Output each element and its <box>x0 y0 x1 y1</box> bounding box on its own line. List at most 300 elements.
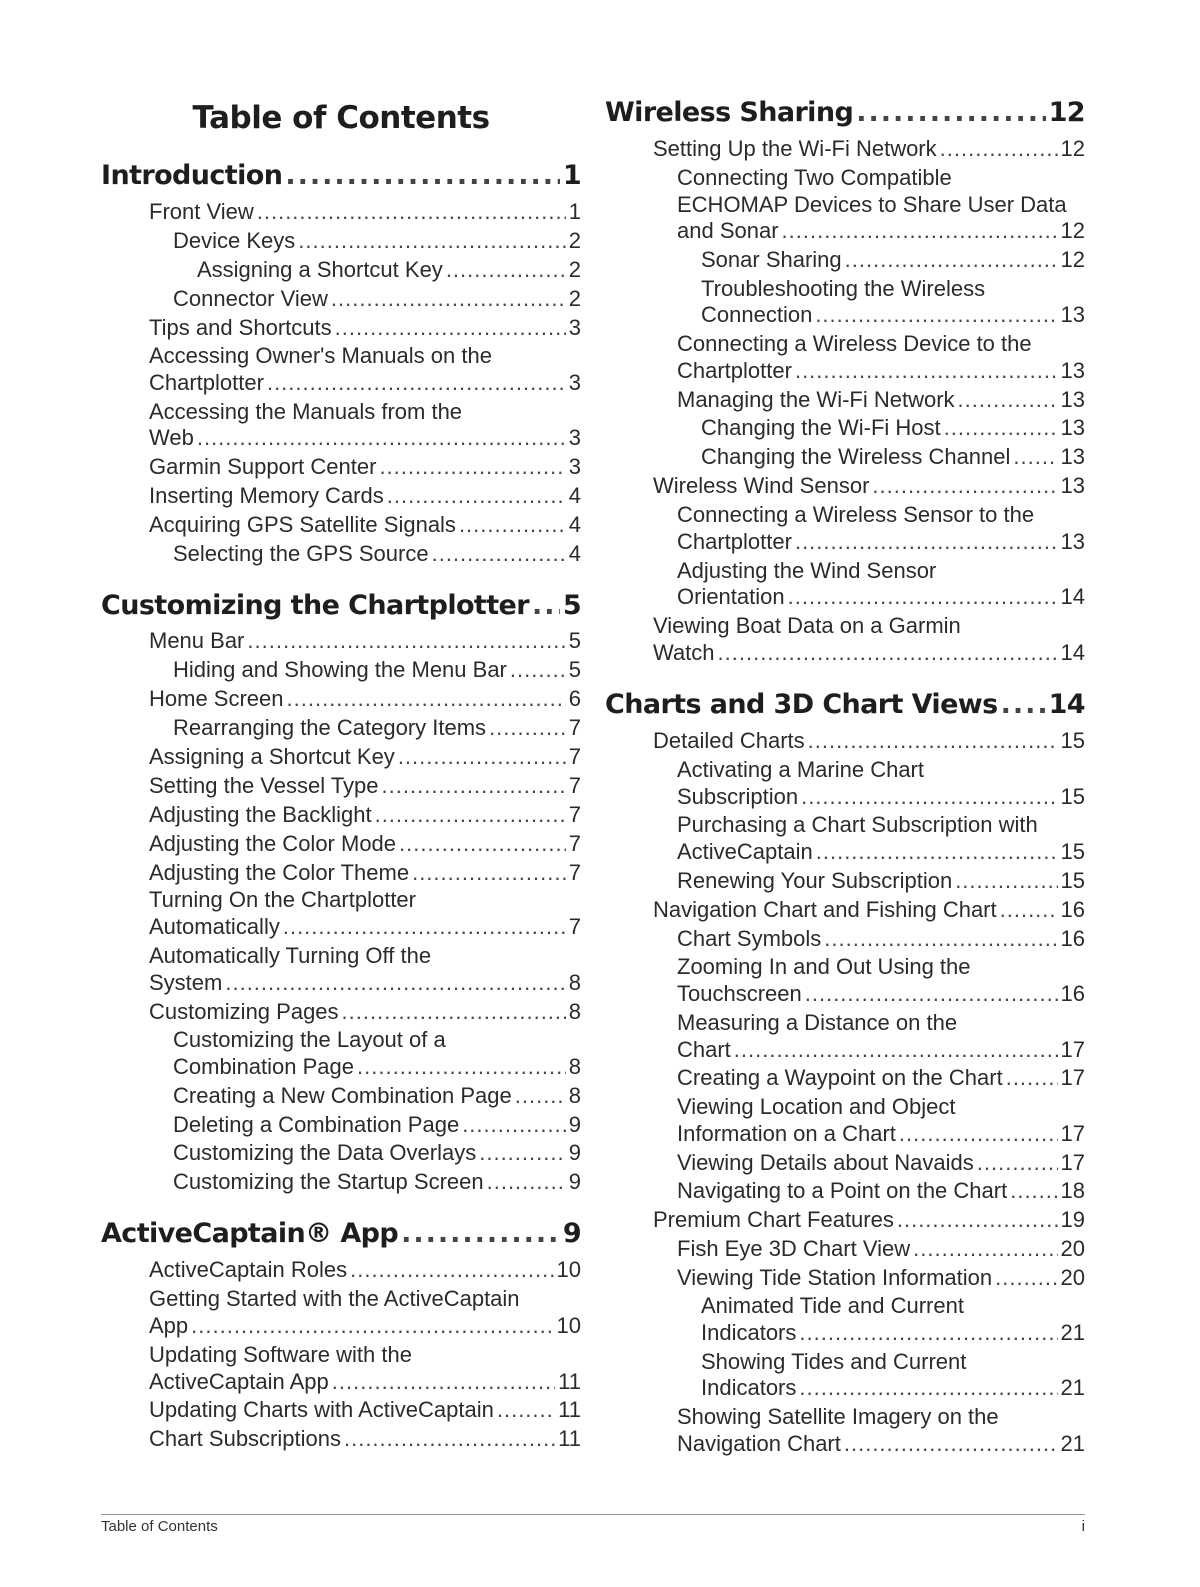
toc-page-number: 7 <box>568 802 581 827</box>
dot-leader <box>977 1150 1058 1176</box>
dot-leader <box>285 160 559 191</box>
toc-entry-information-on-a-chart[interactable] <box>677 1121 1085 1147</box>
dot-leader <box>332 1369 555 1395</box>
toc-entry-indicators[interactable] <box>701 1320 1085 1346</box>
toc-page-number: 3 <box>568 370 581 395</box>
toc-page-number: 14 <box>1060 584 1085 609</box>
dot-leader <box>995 1265 1057 1291</box>
toc-entry-showing-satellite-imagery-on-the[interactable] <box>677 1404 999 1430</box>
dot-leader <box>401 1218 560 1249</box>
toc-entry-watch[interactable] <box>653 640 1085 666</box>
toc-entry-premium-chart-features[interactable] <box>653 1207 1085 1233</box>
toc-entry-label: Chart <box>677 1037 731 1062</box>
dot-leader <box>487 1169 566 1195</box>
toc-page-number: 7 <box>568 914 581 939</box>
toc-entry-fish-eye-3d-chart-view[interactable] <box>677 1236 1085 1262</box>
toc-entry-label: Connection <box>701 302 813 327</box>
toc-entry-zooming-in-and-out-using-the[interactable] <box>677 954 971 980</box>
toc-page-number: 11 <box>558 1369 581 1394</box>
toc-page-number: 7 <box>568 744 581 769</box>
toc-entry-adjusting-the-backlight[interactable] <box>149 802 581 828</box>
toc-entry-label: Fish Eye 3D Chart View <box>677 1236 911 1261</box>
toc-entry-label: Menu Bar <box>149 628 245 653</box>
toc-entry-label: Viewing Location and Object <box>677 1094 956 1119</box>
toc-page-number: 3 <box>568 425 581 450</box>
toc-entry-customizing-the-startup-screen[interactable] <box>173 1169 581 1195</box>
toc-entry-label: Viewing Details about Navaids <box>677 1150 974 1175</box>
dot-leader <box>1000 897 1058 923</box>
dot-leader <box>489 715 566 741</box>
toc-entry-label: Sonar Sharing <box>701 247 842 272</box>
toc-entry-troubleshooting-the-wireless[interactable] <box>701 276 985 302</box>
toc-entry-label: Indicators <box>701 1375 797 1400</box>
toc-page-number: 9 <box>568 1169 581 1194</box>
dot-leader <box>459 512 566 538</box>
toc-entry-setting-up-the-wi-fi-network[interactable] <box>653 136 1085 162</box>
toc-entry-label: Navigating to a Point on the Chart <box>677 1178 1008 1203</box>
toc-entry-label: Information on a Chart <box>677 1121 896 1146</box>
dot-leader <box>350 1257 553 1283</box>
toc-entry-chartplotter[interactable] <box>677 358 1085 384</box>
toc-entry-indicators[interactable] <box>701 1375 1085 1401</box>
toc-entry-label: Updating Charts with ActiveCaptain <box>149 1397 494 1422</box>
toc-entry-label: Adjusting the Backlight <box>149 802 372 827</box>
toc-page-number: 15 <box>1060 868 1085 893</box>
toc-entry-animated-tide-and-current[interactable] <box>701 1293 964 1319</box>
toc-entry-label: Connecting a Wireless Device to the <box>677 331 1032 356</box>
toc-entry-orientation[interactable] <box>677 584 1085 610</box>
toc-entry-label: Accessing the Manuals from the <box>149 399 463 424</box>
toc-page-number: 5 <box>568 628 581 653</box>
toc-entry-label: Updating Software with the <box>149 1342 412 1367</box>
toc-page-number: 17 <box>1060 1065 1085 1090</box>
toc-entry-garmin-support-center[interactable] <box>149 454 581 480</box>
toc-entry-label: Hiding and Showing the Menu Bar <box>173 657 507 682</box>
dot-leader <box>382 773 566 799</box>
toc-page-number: 2 <box>568 228 581 253</box>
toc-page-number: 2 <box>568 257 581 282</box>
dot-leader <box>799 1375 1057 1401</box>
toc-page-number: 21 <box>1060 1375 1085 1400</box>
toc-entry-touchscreen[interactable] <box>677 981 1085 1007</box>
toc-page-number: 10 <box>556 1257 581 1282</box>
toc-entry-viewing-tide-station-information[interactable] <box>677 1265 1085 1291</box>
toc-entry-label: Front View <box>149 199 254 224</box>
toc-entry-accessing-the-manuals-from-the[interactable] <box>149 399 462 425</box>
toc-heading-introduction[interactable] <box>101 160 581 191</box>
dot-leader <box>899 1121 1058 1147</box>
toc-entry-selecting-the-gps-source[interactable] <box>173 541 581 567</box>
toc-entry-hiding-and-showing-the-menu-bar[interactable] <box>173 657 581 683</box>
toc-entry-label: Connecting a Wireless Sensor to the <box>677 502 1035 527</box>
toc-page-number: 18 <box>1060 1178 1085 1203</box>
toc-page-number: 15 <box>1060 728 1085 753</box>
toc-entry-and-sonar[interactable] <box>677 218 1085 244</box>
toc-entry-showing-tides-and-current[interactable] <box>701 1349 966 1375</box>
dot-leader <box>335 315 566 341</box>
dot-leader <box>944 415 1058 441</box>
toc-page-number: 8 <box>568 1083 581 1108</box>
toc-page-number: 17 <box>1060 1150 1085 1175</box>
toc-page-number: 7 <box>568 831 581 856</box>
toc-entry-wireless-wind-sensor[interactable] <box>653 473 1085 499</box>
toc-page-number: 7 <box>568 715 581 740</box>
dot-leader <box>532 590 560 621</box>
toc-entry-app[interactable] <box>149 1313 581 1339</box>
toc-entry-label: Subscription <box>677 784 799 809</box>
toc-entry-menu-bar[interactable] <box>149 628 581 654</box>
toc-entry-activecaptain[interactable] <box>677 839 1085 865</box>
dot-leader <box>805 981 1058 1007</box>
toc-entry-adjusting-the-color-theme[interactable] <box>149 860 581 886</box>
dot-leader <box>955 868 1057 894</box>
dot-leader <box>387 483 566 509</box>
toc-entry-viewing-boat-data-on-a-garmin[interactable] <box>653 613 961 639</box>
toc-heading-customizing-the-chartplotter[interactable] <box>101 590 581 621</box>
toc-entry-label: Troubleshooting the Wireless <box>701 276 986 301</box>
dot-leader <box>247 628 565 654</box>
toc-entry-label: Introduction <box>101 160 283 191</box>
toc-page-number: 8 <box>568 1054 581 1079</box>
toc-page-number: 7 <box>568 773 581 798</box>
dot-leader <box>940 136 1058 162</box>
toc-entry-changing-the-wi-fi-host[interactable] <box>701 415 1085 441</box>
toc-page-number: 12 <box>1060 136 1085 161</box>
toc-entry-label: Tips and Shortcuts <box>149 315 332 340</box>
footer-section-title: Table of Contents <box>101 1518 218 1535</box>
toc-entry-connecting-two-compatible[interactable] <box>677 165 952 191</box>
toc-page-number: 15 <box>1060 839 1085 864</box>
toc-entry-label: Watch <box>653 640 715 665</box>
dot-leader <box>788 584 1058 610</box>
dot-leader <box>197 425 566 451</box>
dot-leader <box>225 970 565 996</box>
toc-entry-viewing-location-and-object[interactable] <box>677 1094 955 1120</box>
toc-entry-chart[interactable] <box>677 1037 1085 1063</box>
toc-entry-label: Creating a New Combination Page <box>173 1083 512 1108</box>
toc-page-number: 3 <box>568 454 581 479</box>
toc-page-number: 16 <box>1060 926 1085 951</box>
toc-page-number: 4 <box>568 483 581 508</box>
toc-entry-combination-page[interactable] <box>173 1054 581 1080</box>
toc-entry-label: Navigation Chart <box>677 1431 841 1456</box>
dot-leader <box>399 831 566 857</box>
toc-entry-activecaptain-roles[interactable] <box>149 1257 581 1283</box>
toc-entry-echomap-devices-to-share-user-data[interactable] <box>677 192 1067 218</box>
toc-page-number: 17 <box>1060 1121 1085 1146</box>
dot-leader <box>795 529 1058 555</box>
toc-page-number: 1 <box>562 160 581 191</box>
toc-heading-activecaptain-app[interactable] <box>101 1218 581 1249</box>
dot-leader <box>799 1320 1057 1346</box>
toc-entry-label: Setting the Vessel Type <box>149 773 379 798</box>
toc-entry-updating-charts-with-activecaptain[interactable] <box>149 1397 581 1423</box>
toc-entry-label: ECHOMAP Devices to Share User Data <box>677 192 1067 217</box>
toc-entry-label: Activating a Marine Chart <box>677 757 924 782</box>
toc-entry-adjusting-the-color-mode[interactable] <box>149 831 581 857</box>
toc-entry-label: Assigning a Shortcut Key <box>149 744 395 769</box>
dot-leader <box>1010 1178 1057 1204</box>
toc-page-number: 4 <box>568 512 581 537</box>
toc-entry-front-view[interactable] <box>149 199 581 225</box>
dot-leader <box>734 1037 1058 1063</box>
toc-page-number: 11 <box>558 1426 581 1451</box>
toc-page-number: 13 <box>1060 444 1085 469</box>
dot-leader <box>897 1207 1058 1233</box>
dot-leader <box>267 370 566 396</box>
toc-entry-label: System <box>149 970 223 995</box>
toc-entry-customizing-the-data-overlays[interactable] <box>173 1140 581 1166</box>
toc-entry-label: Customizing the Layout of a <box>173 1027 446 1052</box>
dot-leader <box>257 199 566 225</box>
dot-leader <box>845 247 1058 273</box>
toc-entry-label: Setting Up the Wi-Fi Network <box>653 136 937 161</box>
dot-leader <box>432 541 566 567</box>
dot-leader <box>808 728 1058 754</box>
toc-page-number: 21 <box>1060 1320 1085 1345</box>
toc-entry-label: Automatically <box>149 914 280 939</box>
toc-entry-label: Inserting Memory Cards <box>149 483 384 508</box>
toc-page-number: 19 <box>1060 1207 1085 1232</box>
toc-entry-label: Animated Tide and Current <box>701 1293 964 1318</box>
dot-leader <box>795 358 1058 384</box>
toc-entry-label: Customizing the Startup Screen <box>173 1169 484 1194</box>
toc-page-number: 12 <box>1060 218 1085 243</box>
dot-leader <box>331 286 566 312</box>
toc-entry-device-keys[interactable] <box>173 228 581 254</box>
toc-entry-label: Detailed Charts <box>653 728 805 753</box>
toc-page-number: 12 <box>1060 247 1085 272</box>
toc-entry-activecaptain-app[interactable] <box>149 1369 581 1395</box>
toc-entry-label: Getting Started with the ActiveCaptain <box>149 1286 520 1311</box>
toc-entry-subscription[interactable] <box>677 784 1085 810</box>
toc-entry-label: Deleting a Combination Page <box>173 1112 460 1137</box>
toc-entry-label: Chart Symbols <box>677 926 822 951</box>
toc-entry-label: Acquiring GPS Satellite Signals <box>149 512 456 537</box>
toc-entry-label: Indicators <box>701 1320 797 1345</box>
toc-page-number: 5 <box>568 657 581 682</box>
toc-heading-charts-and-3d-chart-views[interactable] <box>605 689 1085 720</box>
dot-leader <box>844 1431 1058 1457</box>
toc-page-number: 6 <box>568 686 581 711</box>
toc-entry-label: Renewing Your Subscription <box>677 868 953 893</box>
dot-leader <box>1006 1065 1058 1091</box>
dot-leader <box>375 802 566 828</box>
toc-entry-activating-a-marine-chart[interactable] <box>677 757 924 783</box>
toc-entry-label: Changing the Wireless Channel <box>701 444 1011 469</box>
toc-entry-chartplotter[interactable] <box>149 370 581 396</box>
toc-entry-label: Navigation Chart and Fishing Chart <box>653 897 997 922</box>
toc-entry-label: Selecting the GPS Source <box>173 541 429 566</box>
toc-entry-managing-the-wi-fi-network[interactable] <box>677 387 1085 413</box>
toc-entry-assigning-a-shortcut-key[interactable] <box>149 744 581 770</box>
toc-entry-navigating-to-a-point-on-the-chart[interactable] <box>677 1178 1085 1204</box>
toc-entry-deleting-a-combination-page[interactable] <box>173 1112 581 1138</box>
toc-entry-system[interactable] <box>149 970 581 996</box>
toc-entry-label: Adjusting the Wind Sensor <box>677 558 937 583</box>
toc-entry-chartplotter[interactable] <box>677 529 1085 555</box>
toc-entry-changing-the-wireless-channel[interactable] <box>701 444 1085 470</box>
toc-entry-creating-a-new-combination-page[interactable] <box>173 1083 581 1109</box>
dot-leader <box>515 1083 566 1109</box>
toc-entry-label: Viewing Tide Station Information <box>677 1265 993 1290</box>
dot-leader <box>856 97 1045 128</box>
toc-entry-assigning-a-shortcut-key[interactable] <box>197 257 581 283</box>
dot-leader <box>379 454 565 480</box>
dot-leader <box>344 1426 555 1452</box>
toc-entry-label: and Sonar <box>677 218 779 243</box>
toc-entry-label: Adjusting the Color Theme <box>149 860 410 885</box>
toc-entry-label: Assigning a Shortcut Key <box>197 257 443 282</box>
dot-leader <box>824 926 1057 952</box>
dot-leader <box>497 1397 555 1423</box>
toc-page-number: 13 <box>1060 415 1085 440</box>
toc-entry-label: Chartplotter <box>677 358 792 383</box>
toc-entry-label: App <box>149 1313 189 1338</box>
toc-entry-label: Accessing Owner's Manuals on the <box>149 343 492 368</box>
page-title: Table of Contents <box>192 100 490 136</box>
toc-page-number: 10 <box>556 1313 581 1338</box>
toc-page-number: 20 <box>1060 1236 1085 1261</box>
toc-entry-renewing-your-subscription[interactable] <box>677 868 1085 894</box>
toc-entry-customizing-the-layout-of-a[interactable] <box>173 1027 446 1053</box>
footer-divider <box>101 1514 1085 1515</box>
toc-entry-sonar-sharing[interactable] <box>701 247 1085 273</box>
toc-entry-label: ActiveCaptain <box>677 839 813 864</box>
toc-entry-label: Turning On the Chartplotter <box>149 887 416 912</box>
toc-entry-label: Zooming In and Out Using the <box>677 954 971 979</box>
toc-entry-inserting-memory-cards[interactable] <box>149 483 581 509</box>
toc-page-number: 9 <box>568 1112 581 1137</box>
dot-leader <box>398 744 566 770</box>
toc-entry-label: Web <box>149 425 194 450</box>
toc-entry-chart-subscriptions[interactable] <box>149 1426 581 1452</box>
toc-entry-label: Rearranging the Category Items <box>173 715 487 740</box>
toc-entry-adjusting-the-wind-sensor[interactable] <box>677 558 936 584</box>
toc-entry-label: Home Screen <box>149 686 284 711</box>
dot-leader <box>815 302 1057 328</box>
toc-page-number: 5 <box>562 590 581 621</box>
toc-entry-creating-a-waypoint-on-the-chart[interactable] <box>677 1065 1085 1091</box>
toc-entry-label: Wireless Sharing <box>605 97 854 128</box>
toc-entry-getting-started-with-the-activecaptain[interactable] <box>149 1286 520 1312</box>
toc-entry-updating-software-with-the[interactable] <box>149 1342 412 1368</box>
dot-leader <box>1013 444 1057 470</box>
dot-leader <box>718 640 1058 666</box>
toc-entry-rearranging-the-category-items[interactable] <box>173 715 581 741</box>
toc-entry-automatically[interactable] <box>149 914 581 940</box>
toc-page-number: 17 <box>1060 1037 1085 1062</box>
toc-entry-label: Customizing the Chartplotter <box>101 590 529 621</box>
toc-entry-navigation-chart-and-fishing-chart[interactable] <box>653 897 1085 923</box>
toc-heading-wireless-sharing[interactable] <box>605 97 1085 128</box>
toc-entry-label: Garmin Support Center <box>149 454 377 479</box>
toc-entry-detailed-charts[interactable] <box>653 728 1085 754</box>
dot-leader <box>462 1112 566 1138</box>
dot-leader <box>782 218 1058 244</box>
toc-page-number: 2 <box>568 286 581 311</box>
toc-page-number: 14 <box>1048 689 1085 720</box>
toc-page-number: 13 <box>1060 529 1085 554</box>
toc-entry-label: Combination Page <box>173 1054 355 1079</box>
toc-entry-label: Measuring a Distance on the <box>677 1010 958 1035</box>
toc-page-number: 11 <box>558 1397 581 1422</box>
dot-leader <box>1001 689 1046 720</box>
toc-entry-label: ActiveCaptain App <box>149 1369 329 1394</box>
dot-leader <box>342 999 566 1025</box>
toc-entry-navigation-chart[interactable] <box>677 1431 1085 1457</box>
toc-entry-accessing-owner-s-manuals-on-the[interactable] <box>149 343 492 369</box>
toc-entry-label: Touchscreen <box>677 981 802 1006</box>
toc-entry-measuring-a-distance-on-the[interactable] <box>677 1010 957 1036</box>
toc-entry-label: Orientation <box>677 584 785 609</box>
dot-leader <box>412 860 566 886</box>
toc-entry-connector-view[interactable] <box>173 286 581 312</box>
toc-entry-label: Charts and 3D Chart Views <box>605 689 998 720</box>
toc-entry-home-screen[interactable] <box>149 686 581 712</box>
toc-page-number: 20 <box>1060 1265 1085 1290</box>
toc-page-number: 9 <box>562 1218 581 1249</box>
toc-entry-connection[interactable] <box>701 302 1085 328</box>
dot-leader <box>913 1236 1057 1262</box>
dot-leader <box>357 1054 566 1080</box>
toc-entry-label: Chart Subscriptions <box>149 1426 341 1451</box>
toc-entry-label: Customizing Pages <box>149 999 339 1024</box>
toc-page-number: 9 <box>568 1140 581 1165</box>
toc-page-number: 13 <box>1060 358 1085 383</box>
toc-entry-label: Adjusting the Color Mode <box>149 831 397 856</box>
toc-entry-purchasing-a-chart-subscription-with[interactable] <box>677 812 1038 838</box>
dot-leader <box>872 473 1057 499</box>
toc-entry-turning-on-the-chartplotter[interactable] <box>149 887 416 913</box>
toc-page-number: 7 <box>568 860 581 885</box>
toc-entry-web[interactable] <box>149 425 581 451</box>
dot-leader <box>446 257 566 283</box>
toc-entry-label: Connecting Two Compatible <box>677 165 952 190</box>
toc-entry-setting-the-vessel-type[interactable] <box>149 773 581 799</box>
toc-entry-customizing-pages[interactable] <box>149 999 581 1025</box>
dot-leader <box>191 1313 553 1339</box>
toc-entry-label: ActiveCaptain Roles <box>149 1257 348 1282</box>
toc-entry-viewing-details-about-navaids[interactable] <box>677 1150 1085 1176</box>
toc-entry-connecting-a-wireless-sensor-to-the[interactable] <box>677 502 1034 528</box>
toc-entry-acquiring-gps-satellite-signals[interactable] <box>149 512 581 538</box>
toc-entry-label: Automatically Turning Off the <box>149 943 432 968</box>
toc-entry-label: Creating a Waypoint on the Chart <box>677 1065 1003 1090</box>
toc-entry-label: Chartplotter <box>149 370 264 395</box>
dot-leader <box>479 1140 566 1166</box>
toc-page-number: 3 <box>568 315 581 340</box>
dot-leader <box>816 839 1058 865</box>
toc-entry-automatically-turning-off-the[interactable] <box>149 943 431 969</box>
toc-entry-label: Customizing the Data Overlays <box>173 1140 477 1165</box>
toc-page-number: 13 <box>1060 387 1085 412</box>
toc-page-number: 8 <box>568 970 581 995</box>
toc-page-number: 13 <box>1060 473 1085 498</box>
toc-entry-label: Managing the Wi-Fi Network <box>677 387 955 412</box>
toc-page-number: 16 <box>1060 981 1085 1006</box>
toc-entry-tips-and-shortcuts[interactable] <box>149 315 581 341</box>
toc-entry-label: Device Keys <box>173 228 296 253</box>
toc-page-number: 13 <box>1060 302 1085 327</box>
toc-entry-label: Chartplotter <box>677 529 792 554</box>
toc-entry-connecting-a-wireless-device-to-the[interactable] <box>677 331 1032 357</box>
toc-entry-label: Showing Tides and Current <box>701 1349 967 1374</box>
toc-entry-label: Purchasing a Chart Subscription with <box>677 812 1038 837</box>
toc-page-number: 1 <box>568 199 581 224</box>
toc-entry-chart-symbols[interactable] <box>677 926 1085 952</box>
toc-page-number: 12 <box>1048 97 1085 128</box>
